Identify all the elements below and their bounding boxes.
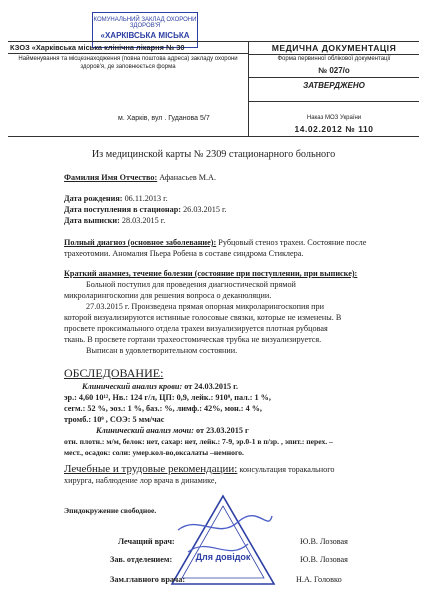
discharge-row bbox=[64, 215, 165, 226]
dob-row bbox=[64, 193, 168, 204]
diagnosis-line-1: Рубцовый стеноз трахеи. Состояние после bbox=[218, 238, 367, 247]
stamp-line-2: «ХАРКІВСЬКА МІСЬКА bbox=[100, 31, 190, 40]
urine-test-date: от 23.03.2015 г bbox=[196, 426, 249, 435]
anamnesis-line-6: ткань. В просвете гортани трахеостомическая трубка не визуализируется. bbox=[64, 335, 322, 344]
blood-test-label: Клинический анализ крови: bbox=[82, 382, 183, 391]
form-number: № 027/о bbox=[318, 66, 350, 75]
recommendations-text-1: консультация торакального bbox=[239, 465, 335, 474]
anamnesis-block bbox=[64, 268, 424, 356]
stamp-line-1: КОМУНАЛЬНИЙ ЗАКЛАД ОХОРОНИ ЗДОРОВ'Я bbox=[93, 17, 197, 29]
round-stamp bbox=[168, 492, 278, 588]
anamnesis-line-2: микроларингоскопии для решения вопроса о деканюляции. bbox=[64, 291, 272, 300]
recommendations-label: Лечебные и трудовые рекомендации: bbox=[64, 463, 238, 475]
signature-name-deputy: Н.А. Головко bbox=[296, 575, 342, 584]
anamnesis-line-5: просвете проксимального отдела трахеи визуализируется плотная рубцовая bbox=[64, 324, 328, 333]
diagnosis-block bbox=[64, 237, 424, 259]
blood-line-1: эр.: 4,60 10¹², Нв.: 124 г/л, ЦП: 0,9, лейк.: 910⁹, пал.: 1 %, bbox=[64, 393, 271, 402]
patient-name-row bbox=[64, 172, 216, 183]
recommendations-text-2: хирурга, наблюдение лор врача в динамике, bbox=[64, 476, 217, 485]
form-label: Форма первинної облікової документації bbox=[277, 56, 391, 62]
form-header bbox=[8, 41, 419, 137]
discharge-label: Дата выписки: bbox=[64, 216, 120, 225]
blood-test-block bbox=[64, 381, 424, 458]
signature-name-head: Ю.В. Лозовая bbox=[300, 555, 348, 564]
order-date: 14.02.2012 № 110 bbox=[294, 124, 374, 134]
org-name: КЗОЗ «Харківська міська клінічна лікарня № 30 bbox=[10, 43, 185, 52]
round-stamp-label: Для довідок bbox=[195, 552, 251, 562]
recommendations-block bbox=[64, 464, 424, 486]
urine-line-2: мест., осадок: соли: умер.кол-во,оксалаты –немного. bbox=[64, 448, 244, 457]
urine-test-label: Клинический анализ мочи: bbox=[96, 426, 194, 435]
blood-line-2: сегм.: 52 %, эоз.: 1 %, баз.: %, лимф.: 42%, мон.: 4 %, bbox=[64, 404, 262, 413]
admission-label: Дата поступления в стационар: bbox=[64, 205, 182, 214]
patient-name: Афанасьев М.А. bbox=[159, 173, 217, 182]
epidemic-note: Эпидокружение свободное. bbox=[64, 506, 157, 515]
signature-name-doctor: Ю.В. Лозовая bbox=[300, 537, 348, 546]
discharge-value: 28.03.2015 г. bbox=[121, 216, 166, 225]
admission-row bbox=[64, 204, 226, 215]
signature-role-head: Зав. отделением: bbox=[110, 555, 173, 564]
signature-role-deputy: Зам.главного врача: bbox=[110, 575, 186, 584]
anamnesis-line-3: 27.03.2015 г. Произведена прямая опорная микроларингоскопия при bbox=[86, 302, 325, 311]
patient-name-label: Фамилия Имя Отчество: bbox=[64, 173, 158, 182]
admission-value: 26.03.2015 г. bbox=[183, 205, 227, 214]
signature-role-doctor: Лечащий врач: bbox=[118, 537, 175, 546]
urine-line-1: отн. плотн.: м/м, белок: нет, сахар: нет, лейк.: 7-9, эр.0-1 в п/зр. , эпит.: перех. – bbox=[64, 437, 333, 446]
org-address: м. Харків, вул . Гуданова 5/7 bbox=[118, 115, 210, 122]
order-org: Наказ МОЗ України bbox=[306, 115, 362, 121]
dob-label: Дата рождения: bbox=[64, 194, 123, 203]
doc-title: МЕДИЧНА ДОКУМЕНТАЦІЯ bbox=[271, 43, 397, 53]
dob-value: 06.11.2013 г. bbox=[124, 194, 168, 203]
exam-heading: ОБСЛЕДОВАНИЕ: bbox=[64, 366, 164, 380]
blood-line-3: тромб.: 10⁹ , СОЭ: 5 мм/час bbox=[64, 415, 165, 424]
approved-label: ЗАТВЕРДЖЕНО bbox=[303, 81, 365, 90]
org-caption: Найменування та місцезнаходження (повна поштова адреса) закладу охорони здоров'я, де заповнюється форма bbox=[18, 56, 238, 70]
diagnosis-label: Полный диагноз (основное заболевание): bbox=[64, 238, 217, 247]
document-title: Из медицинской карты № 2309 стационарного больного bbox=[91, 149, 336, 160]
anamnesis-label: Краткий анамнез, течение болезни (состояние при поступлении, при выписке): bbox=[64, 269, 358, 278]
diagnosis-line-2: трахеотомии. Аномалия Пьера Робена в составе синдрома Стиклера. bbox=[64, 249, 304, 258]
anamnesis-line-4: которой визуализируются истинные голосовые связки, которые не изменены. В bbox=[64, 313, 342, 322]
anamnesis-line-7: Выписан в удовлетворительном состоянии. bbox=[86, 346, 238, 355]
anamnesis-line-1: Больной поступил для проведения диагностической прямой bbox=[86, 280, 296, 289]
blood-test-date: от 24.03.2015 г. bbox=[184, 382, 239, 391]
